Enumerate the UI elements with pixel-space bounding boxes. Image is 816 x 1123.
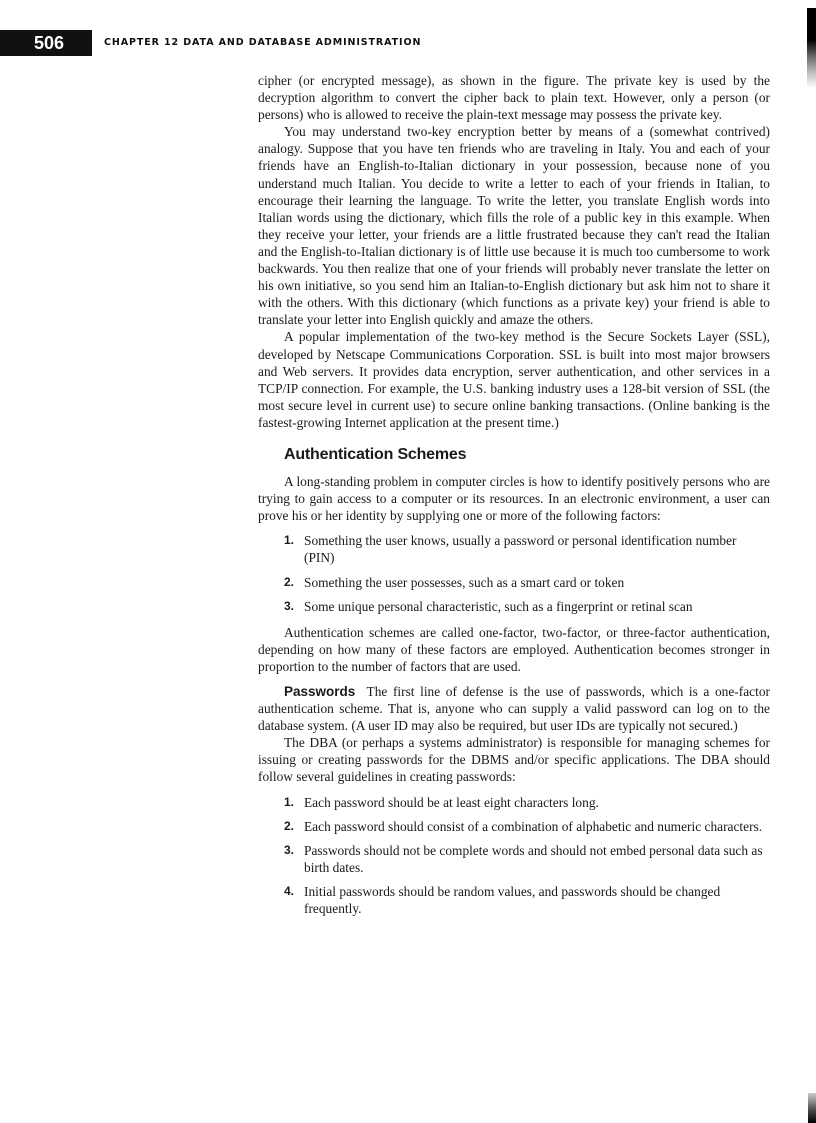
paragraph: A long-standing problem in computer circles is how to identify positively persons who are trying to gain access to a computer or its resources. In an electronic environment, a user can prove his or her identity by supplying one or more of the following factors: (258, 474, 770, 524)
list-item-text: Something the user possesses, such as a smart card or token (304, 574, 625, 590)
list-item (258, 794, 770, 811)
paragraph: The DBA (or perhaps a systems administrator) is responsible for managing schemes for issuing or creating passwords for the DBMS and/or specific applications. The DBA should follow several guidelines in creating passwords: (258, 735, 770, 785)
list-item (258, 842, 770, 876)
paragraph-text: The first line of defense is the use of passwords, which is a one-factor authentication scheme. That is, anyone who can supply a valid password can log on to the database system. (A user ID may also be required, but user IDs are typically not secured.) (258, 684, 770, 734)
paragraph: A popular implementation of the two-key method is the Secure Sockets Layer (SSL), developed by Netscape Communications Corporation. SSL is built into most major browsers and Web servers. It provides data encryption, server authentication, and other services in a TCP/IP connection. For example, the U.S. banking industry uses a 128-bit version of SSL (the most secure level in current use) to secure online banking transactions. (Online banking is the fastest-growing Internet application at the present time.) (258, 329, 770, 430)
list-item-text: Initial passwords should be random values, and passwords should be changed frequently. (304, 883, 721, 917)
factors-list (258, 532, 770, 614)
list-item-text: Passwords should not be complete words and should not embed personal data such as birth dates. (304, 842, 763, 875)
list-item (258, 598, 770, 615)
list-number: 4. (284, 883, 295, 898)
list-number: 3. (284, 842, 295, 857)
paragraph: You may understand two-key encryption better by means of a (somewhat contrived) analogy. Suppose that you have ten friends who are traveling in Italy. You and each of your friends have an English-to-Italian dictionary in your possession, because none of you understand much Italian. You decide to write a letter to each of your friends in Italian, to encourage their learning the language. To write the letter, you translate English words into Italian words using the dictionary, which fills the role of a public key in this example. When they receive your letter, your friends are a little frustrated because they can't read the Italian and the English-to-Italian dictionary is of little use because it is much too cumbersome to work backwards. You then realize that one of your friends will probably never translate the letter on his own initiative, so you send him an Italian-to-English dictionary but ask him not to share it with the others. With this dictionary (which functions as a private key) your friend is able to translate your letter into English quickly and amaze the others. (258, 124, 770, 328)
list-item (258, 883, 770, 917)
list-number: 3. (284, 598, 295, 613)
list-item (258, 574, 770, 591)
list-item-text: Some unique personal characteristic, such as a fingerprint or retinal scan (304, 598, 693, 614)
page-edge-shading-bottom (808, 1093, 816, 1123)
list-number: 2. (284, 574, 295, 589)
page-number: 506 (0, 30, 92, 56)
list-item (258, 532, 770, 566)
list-item (258, 818, 770, 835)
runin-heading: Passwords (284, 684, 356, 699)
chapter-title: CHAPTER 12 DATA AND DATABASE ADMINISTRATION (104, 37, 422, 48)
paragraph: Authentication schemes are called one-factor, two-factor, or three-factor authentication, depending on how many of these factors are employed. Authentication becomes stronger in proportion to the number of factors that are used. (258, 624, 770, 674)
list-item-text: Each password should consist of a combination of alphabetic and numeric characters. (304, 818, 763, 834)
section-heading: Authentication Schemes (284, 445, 467, 463)
list-number: 1. (284, 794, 295, 809)
paragraph: cipher (or encrypted message), as shown in the figure. The private key is used by the decryption algorithm to convert the cipher back to plain text. However, only a person (or persons) who is allowed to receive the plain-text message may possess the private key. (258, 73, 770, 123)
paragraph (258, 683, 770, 734)
password-guidelines-list (258, 794, 770, 918)
list-number: 1. (284, 533, 295, 548)
list-item-text: Each password should be at least eight characters long. (304, 794, 599, 810)
list-item-text: Something the user knows, usually a password or personal identification number (PIN) (304, 533, 737, 566)
page-header (0, 30, 816, 56)
list-number: 2. (284, 818, 295, 833)
page-body (258, 72, 770, 926)
page-edge-shading (807, 8, 816, 88)
